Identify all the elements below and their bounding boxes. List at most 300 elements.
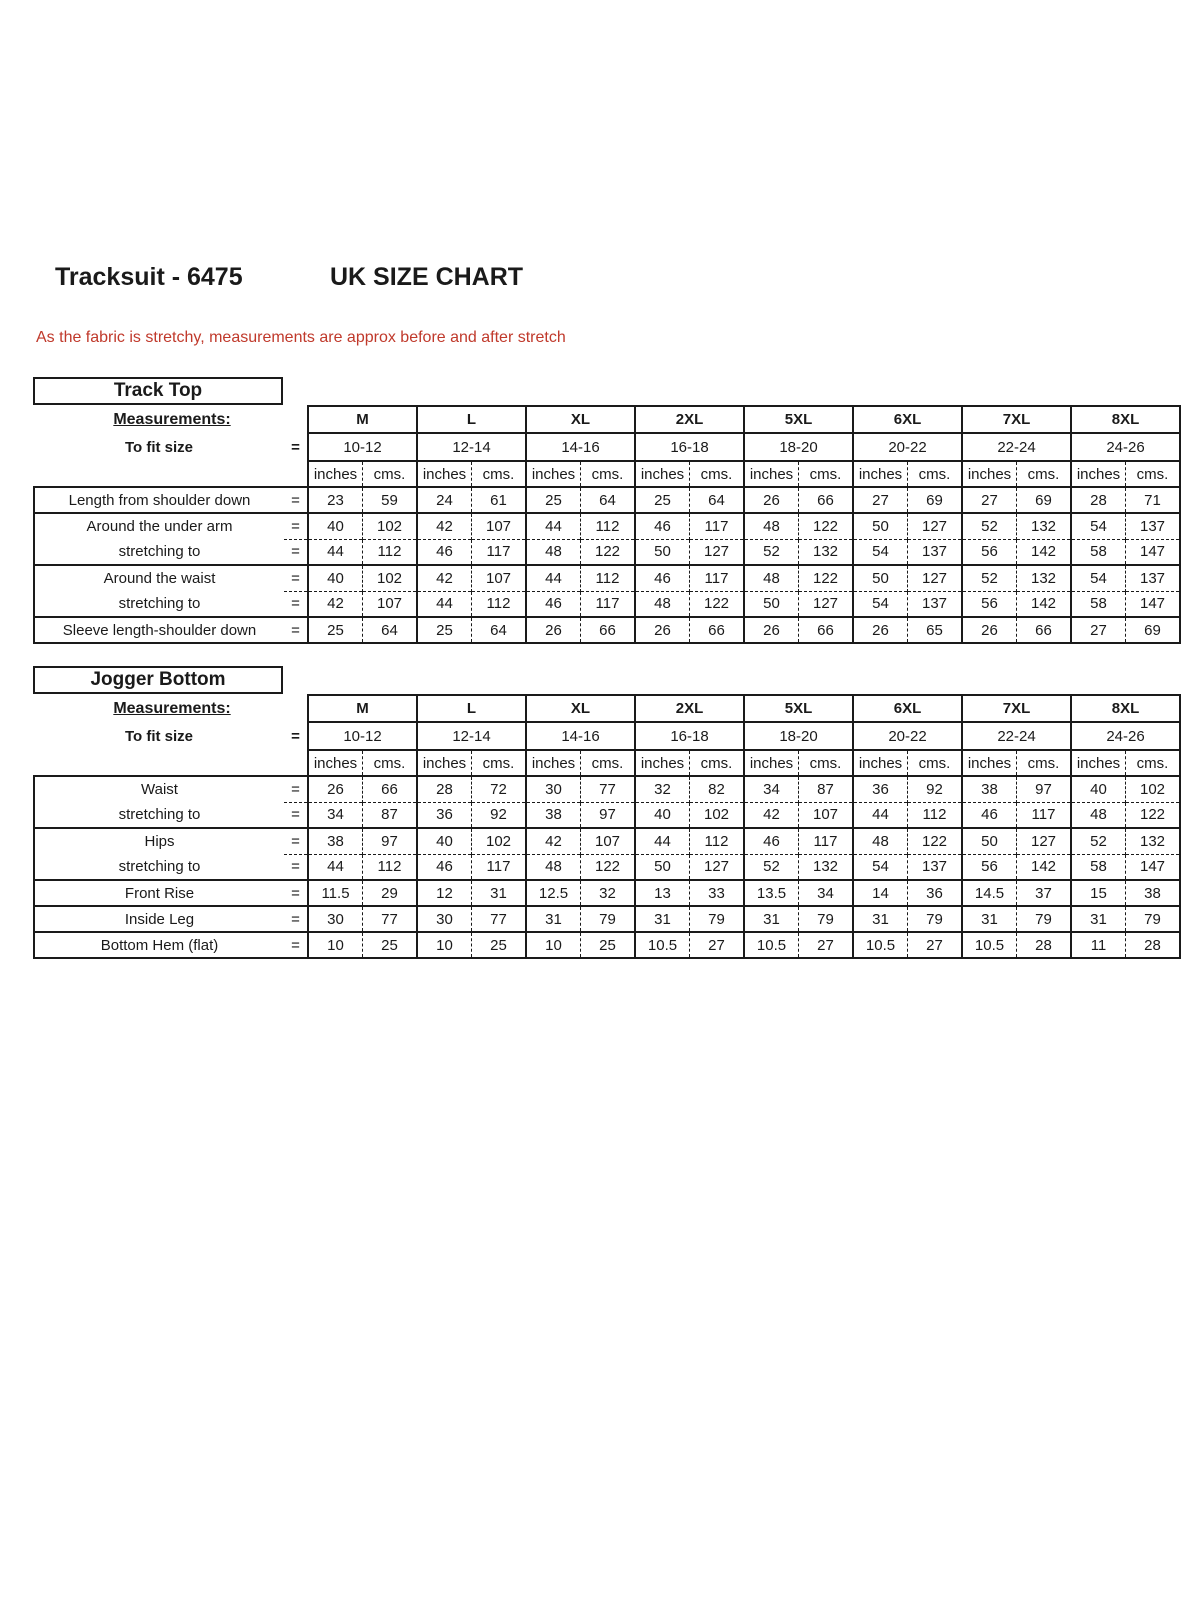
row-equals: = — [284, 776, 308, 802]
cms-value-cell: 69 — [1126, 617, 1181, 643]
inches-value-cell: 26 — [744, 487, 799, 513]
cms-value-cell: 107 — [799, 802, 854, 828]
inches-value-cell: 48 — [526, 539, 581, 565]
table-row — [34, 487, 1180, 513]
inches-value-cell: 31 — [962, 906, 1017, 932]
cms-value-cell: 122 — [908, 828, 963, 854]
cms-value-cell: 117 — [472, 854, 527, 880]
cms-value-cell: 122 — [581, 854, 636, 880]
inches-value-cell: 40 — [308, 565, 363, 591]
inches-value-cell: 52 — [1071, 828, 1126, 854]
inches-value-cell: 54 — [1071, 565, 1126, 591]
cms-unit-cell: cms. — [472, 750, 527, 776]
inches-value-cell: 40 — [1071, 776, 1126, 802]
inches-value-cell: 50 — [744, 591, 799, 617]
cms-unit-cell: cms. — [1017, 750, 1072, 776]
inches-value-cell: 44 — [308, 539, 363, 565]
inches-unit-cell: inches — [417, 750, 472, 776]
inches-value-cell: 14 — [853, 880, 908, 906]
row-equals: = — [284, 880, 308, 906]
inches-value-cell: 13.5 — [744, 880, 799, 906]
cms-unit-cell: cms. — [1017, 461, 1072, 487]
inches-unit-cell: inches — [635, 750, 690, 776]
size-name-cell: XL — [526, 695, 635, 722]
cms-value-cell: 112 — [581, 565, 636, 591]
fit-size-cell: 14-16 — [526, 722, 635, 750]
cms-value-cell: 66 — [799, 617, 854, 643]
inches-unit-cell: inches — [635, 461, 690, 487]
cms-value-cell: 122 — [799, 513, 854, 539]
table-row — [34, 854, 1180, 880]
measurement-row-label: stretching to — [34, 802, 284, 828]
cms-value-cell: 117 — [690, 513, 745, 539]
inches-value-cell: 48 — [635, 591, 690, 617]
inches-value-cell: 26 — [853, 617, 908, 643]
table-row — [34, 591, 1180, 617]
cms-value-cell: 127 — [908, 513, 963, 539]
inches-value-cell: 46 — [417, 539, 472, 565]
table-row — [34, 880, 1180, 906]
cms-value-cell: 64 — [581, 487, 636, 513]
cms-value-cell: 127 — [690, 539, 745, 565]
fit-size-cell: 12-14 — [417, 722, 526, 750]
cms-value-cell: 69 — [1017, 487, 1072, 513]
inches-value-cell: 11 — [1071, 932, 1126, 958]
cms-value-cell: 92 — [908, 776, 963, 802]
inches-value-cell: 52 — [962, 565, 1017, 591]
fit-size-cell: 14-16 — [526, 433, 635, 461]
measurements-label: Measurements: — [113, 410, 231, 428]
cms-unit-cell: cms. — [581, 461, 636, 487]
inches-value-cell: 36 — [417, 802, 472, 828]
row-equals: = — [284, 539, 308, 565]
fit-size-cell: 20-22 — [853, 433, 962, 461]
inches-value-cell: 12.5 — [526, 880, 581, 906]
inches-value-cell: 50 — [853, 513, 908, 539]
inches-value-cell: 15 — [1071, 880, 1126, 906]
size-name-cell: 2XL — [635, 695, 744, 722]
row-equals: = — [284, 932, 308, 958]
inches-value-cell: 25 — [635, 487, 690, 513]
fit-size-cell: 12-14 — [417, 433, 526, 461]
inches-unit-cell: inches — [526, 461, 581, 487]
table-row — [34, 617, 1180, 643]
inches-value-cell: 46 — [962, 802, 1017, 828]
inches-value-cell: 25 — [308, 617, 363, 643]
cms-value-cell: 66 — [581, 617, 636, 643]
cms-value-cell: 122 — [581, 539, 636, 565]
inches-value-cell: 48 — [1071, 802, 1126, 828]
cms-value-cell: 71 — [1126, 487, 1181, 513]
table-row — [34, 539, 1180, 565]
size-name-cell: M — [308, 406, 417, 433]
cms-value-cell: 122 — [799, 565, 854, 591]
inches-unit-cell: inches — [1071, 750, 1126, 776]
cms-value-cell: 122 — [690, 591, 745, 617]
to-fit-size-equals: = — [291, 727, 300, 745]
inches-value-cell: 42 — [417, 513, 472, 539]
jogger-bottom-section-title — [33, 666, 283, 694]
measurement-row-label: Inside Leg — [34, 906, 284, 932]
inches-value-cell: 52 — [744, 539, 799, 565]
inches-unit-cell: inches — [853, 461, 908, 487]
cms-value-cell: 92 — [472, 802, 527, 828]
track-top-section-title — [33, 377, 283, 405]
fit-size-cell: 10-12 — [308, 433, 417, 461]
inches-value-cell: 54 — [853, 854, 908, 880]
cms-value-cell: 117 — [690, 565, 745, 591]
cms-unit-cell: cms. — [581, 750, 636, 776]
cms-value-cell: 117 — [472, 539, 527, 565]
cms-value-cell: 102 — [1126, 776, 1181, 802]
inches-value-cell: 31 — [1071, 906, 1126, 932]
cms-value-cell: 66 — [799, 487, 854, 513]
track-top-table — [33, 405, 1181, 644]
size-name-cell: 6XL — [853, 406, 962, 433]
cms-value-cell: 38 — [1126, 880, 1181, 906]
fit-size-cell: 16-18 — [635, 722, 744, 750]
inches-value-cell: 54 — [1071, 513, 1126, 539]
inches-value-cell: 40 — [635, 802, 690, 828]
inches-value-cell: 50 — [853, 565, 908, 591]
cms-value-cell: 97 — [581, 802, 636, 828]
table-row — [34, 513, 1180, 539]
cms-value-cell: 79 — [1017, 906, 1072, 932]
measurement-row-label: stretching to — [34, 591, 284, 617]
cms-unit-cell: cms. — [363, 750, 418, 776]
fit-size-cell: 20-22 — [853, 722, 962, 750]
inches-unit-cell: inches — [744, 750, 799, 776]
cms-value-cell: 102 — [363, 513, 418, 539]
jogger-bottom-table — [33, 694, 1181, 959]
inches-unit-cell: inches — [962, 750, 1017, 776]
inches-value-cell: 50 — [962, 828, 1017, 854]
cms-unit-cell: cms. — [690, 461, 745, 487]
cms-value-cell: 137 — [908, 539, 963, 565]
row-equals: = — [284, 802, 308, 828]
table-row — [34, 828, 1180, 854]
inches-value-cell: 38 — [962, 776, 1017, 802]
size-name-cell: XL — [526, 406, 635, 433]
row-equals: = — [284, 487, 308, 513]
to-fit-size-label: To fit size — [124, 727, 194, 745]
cms-unit-cell: cms. — [690, 750, 745, 776]
cms-value-cell: 28 — [1017, 932, 1072, 958]
cms-unit-cell: cms. — [1126, 750, 1181, 776]
inches-value-cell: 28 — [417, 776, 472, 802]
cms-value-cell: 132 — [799, 854, 854, 880]
inches-value-cell: 10 — [526, 932, 581, 958]
cms-value-cell: 77 — [472, 906, 527, 932]
page-subtitle: UK SIZE CHART — [330, 263, 524, 291]
cms-value-cell: 142 — [1017, 591, 1072, 617]
cms-unit-cell: cms. — [799, 750, 854, 776]
cms-value-cell: 34 — [799, 880, 854, 906]
measurement-row-label: Around the under arm — [34, 513, 284, 539]
size-name-cell: L — [417, 695, 526, 722]
cms-unit-cell: cms. — [363, 461, 418, 487]
inches-value-cell: 52 — [744, 854, 799, 880]
cms-value-cell: 102 — [690, 802, 745, 828]
inches-value-cell: 12 — [417, 880, 472, 906]
track-top-section-label: Track Top — [113, 380, 203, 401]
cms-value-cell: 122 — [1126, 802, 1181, 828]
inches-value-cell: 48 — [744, 513, 799, 539]
inches-value-cell: 44 — [417, 591, 472, 617]
inches-value-cell: 42 — [417, 565, 472, 591]
fit-size-cell: 18-20 — [744, 433, 853, 461]
inches-value-cell: 38 — [308, 828, 363, 854]
inches-value-cell: 30 — [308, 906, 363, 932]
row-equals: = — [284, 617, 308, 643]
cms-value-cell: 27 — [908, 932, 963, 958]
row-equals: = — [284, 591, 308, 617]
cms-value-cell: 127 — [908, 565, 963, 591]
size-name-cell: M — [308, 695, 417, 722]
cms-value-cell: 33 — [690, 880, 745, 906]
cms-value-cell: 66 — [1017, 617, 1072, 643]
inches-value-cell: 48 — [853, 828, 908, 854]
inches-unit-cell: inches — [308, 750, 363, 776]
inches-value-cell: 54 — [853, 591, 908, 617]
inches-unit-cell: inches — [526, 750, 581, 776]
cms-value-cell: 112 — [472, 591, 527, 617]
cms-value-cell: 132 — [1017, 513, 1072, 539]
fit-size-cell: 22-24 — [962, 433, 1071, 461]
inches-value-cell: 46 — [744, 828, 799, 854]
cms-value-cell: 59 — [363, 487, 418, 513]
inches-value-cell: 26 — [635, 617, 690, 643]
inches-value-cell: 44 — [635, 828, 690, 854]
size-table — [33, 405, 1181, 644]
inches-value-cell: 14.5 — [962, 880, 1017, 906]
inches-value-cell: 23 — [308, 487, 363, 513]
table-row — [34, 906, 1180, 932]
row-equals: = — [284, 854, 308, 880]
size-table — [33, 694, 1181, 959]
table-row — [34, 565, 1180, 591]
inches-value-cell: 10.5 — [635, 932, 690, 958]
measurement-row-label: stretching to — [34, 539, 284, 565]
inches-value-cell: 42 — [308, 591, 363, 617]
cms-value-cell: 137 — [1126, 513, 1181, 539]
inches-value-cell: 10.5 — [853, 932, 908, 958]
size-name-cell: 8XL — [1071, 406, 1180, 433]
measurement-row-label: Front Rise — [34, 880, 284, 906]
cms-value-cell: 137 — [1126, 565, 1181, 591]
measurement-row-label: Sleeve length-shoulder down — [34, 617, 284, 643]
cms-value-cell: 25 — [472, 932, 527, 958]
cms-value-cell: 132 — [1017, 565, 1072, 591]
inches-value-cell: 56 — [962, 539, 1017, 565]
inches-value-cell: 44 — [526, 565, 581, 591]
inches-value-cell: 40 — [417, 828, 472, 854]
inches-value-cell: 42 — [526, 828, 581, 854]
fit-size-cell: 24-26 — [1071, 433, 1180, 461]
fit-size-cell: 16-18 — [635, 433, 744, 461]
inches-unit-cell: inches — [1071, 461, 1126, 487]
inches-value-cell: 31 — [526, 906, 581, 932]
inches-value-cell: 46 — [417, 854, 472, 880]
cms-value-cell: 102 — [363, 565, 418, 591]
cms-value-cell: 25 — [581, 932, 636, 958]
cms-value-cell: 69 — [908, 487, 963, 513]
size-name-cell: L — [417, 406, 526, 433]
jogger-bottom-section-label: Jogger Bottom — [90, 669, 226, 690]
inches-value-cell: 52 — [962, 513, 1017, 539]
cms-value-cell: 72 — [472, 776, 527, 802]
cms-value-cell: 61 — [472, 487, 527, 513]
inches-value-cell: 48 — [744, 565, 799, 591]
cms-unit-cell: cms. — [908, 750, 963, 776]
inches-value-cell: 10.5 — [962, 932, 1017, 958]
measurement-row-label: Waist — [34, 776, 284, 802]
inches-value-cell: 31 — [635, 906, 690, 932]
cms-value-cell: 132 — [1126, 828, 1181, 854]
inches-value-cell: 48 — [526, 854, 581, 880]
inches-value-cell: 10 — [417, 932, 472, 958]
inches-value-cell: 31 — [744, 906, 799, 932]
table-row — [34, 776, 1180, 802]
inches-value-cell: 50 — [635, 854, 690, 880]
row-equals: = — [284, 565, 308, 591]
cms-unit-cell: cms. — [799, 461, 854, 487]
table-row — [34, 932, 1180, 958]
page-title: Tracksuit - 6475 — [55, 263, 243, 291]
cms-value-cell: 127 — [690, 854, 745, 880]
cms-value-cell: 112 — [363, 539, 418, 565]
inches-value-cell: 28 — [1071, 487, 1126, 513]
inches-value-cell: 44 — [526, 513, 581, 539]
inches-value-cell: 46 — [526, 591, 581, 617]
inches-value-cell: 26 — [962, 617, 1017, 643]
cms-value-cell: 79 — [581, 906, 636, 932]
inches-value-cell: 10.5 — [744, 932, 799, 958]
cms-unit-cell: cms. — [908, 461, 963, 487]
cms-value-cell: 142 — [1017, 539, 1072, 565]
cms-value-cell: 127 — [799, 591, 854, 617]
table-row — [34, 802, 1180, 828]
inches-value-cell: 26 — [526, 617, 581, 643]
cms-value-cell: 82 — [690, 776, 745, 802]
cms-value-cell: 97 — [363, 828, 418, 854]
cms-value-cell: 66 — [690, 617, 745, 643]
inches-unit-cell: inches — [308, 461, 363, 487]
cms-value-cell: 27 — [799, 932, 854, 958]
cms-value-cell: 25 — [363, 932, 418, 958]
cms-value-cell: 64 — [472, 617, 527, 643]
inches-value-cell: 13 — [635, 880, 690, 906]
units-header-spacer — [34, 461, 308, 487]
cms-value-cell: 142 — [1017, 854, 1072, 880]
size-name-cell: 5XL — [744, 695, 853, 722]
inches-value-cell: 36 — [853, 776, 908, 802]
inches-value-cell: 26 — [744, 617, 799, 643]
cms-value-cell: 117 — [581, 591, 636, 617]
inches-value-cell: 58 — [1071, 591, 1126, 617]
inches-value-cell: 34 — [744, 776, 799, 802]
cms-value-cell: 64 — [690, 487, 745, 513]
to-fit-size-equals: = — [291, 438, 300, 456]
inches-value-cell: 26 — [308, 776, 363, 802]
inches-value-cell: 44 — [853, 802, 908, 828]
cms-value-cell: 137 — [908, 591, 963, 617]
row-equals: = — [284, 906, 308, 932]
cms-value-cell: 87 — [363, 802, 418, 828]
inches-unit-cell: inches — [962, 461, 1017, 487]
size-name-cell: 8XL — [1071, 695, 1180, 722]
cms-value-cell: 107 — [472, 565, 527, 591]
fit-size-cell: 10-12 — [308, 722, 417, 750]
cms-value-cell: 147 — [1126, 854, 1181, 880]
inches-value-cell: 30 — [526, 776, 581, 802]
size-name-cell: 7XL — [962, 695, 1071, 722]
size-name-cell: 6XL — [853, 695, 962, 722]
cms-value-cell: 27 — [690, 932, 745, 958]
cms-value-cell: 79 — [690, 906, 745, 932]
inches-value-cell: 10 — [308, 932, 363, 958]
inches-value-cell: 56 — [962, 591, 1017, 617]
cms-value-cell: 147 — [1126, 539, 1181, 565]
to-fit-size-label: To fit size — [124, 438, 194, 456]
inches-value-cell: 58 — [1071, 854, 1126, 880]
cms-value-cell: 112 — [690, 828, 745, 854]
cms-unit-cell: cms. — [472, 461, 527, 487]
fit-size-cell: 18-20 — [744, 722, 853, 750]
cms-value-cell: 77 — [581, 776, 636, 802]
inches-value-cell: 27 — [1071, 617, 1126, 643]
measurement-row-label: Length from shoulder down — [34, 487, 284, 513]
cms-value-cell: 127 — [1017, 828, 1072, 854]
cms-unit-cell: cms. — [1126, 461, 1181, 487]
inches-value-cell: 58 — [1071, 539, 1126, 565]
inches-value-cell: 46 — [635, 513, 690, 539]
inches-value-cell: 24 — [417, 487, 472, 513]
cms-value-cell: 102 — [472, 828, 527, 854]
cms-value-cell: 87 — [799, 776, 854, 802]
cms-value-cell: 132 — [799, 539, 854, 565]
inches-value-cell: 32 — [635, 776, 690, 802]
cms-value-cell: 64 — [363, 617, 418, 643]
size-name-cell: 7XL — [962, 406, 1071, 433]
inches-value-cell: 38 — [526, 802, 581, 828]
cms-value-cell: 36 — [908, 880, 963, 906]
cms-value-cell: 28 — [1126, 932, 1181, 958]
inches-value-cell: 34 — [308, 802, 363, 828]
cms-value-cell: 137 — [908, 854, 963, 880]
measurement-row-label: Hips — [34, 828, 284, 854]
cms-value-cell: 117 — [1017, 802, 1072, 828]
cms-value-cell: 79 — [799, 906, 854, 932]
cms-value-cell: 32 — [581, 880, 636, 906]
inches-unit-cell: inches — [853, 750, 908, 776]
inches-value-cell: 50 — [635, 539, 690, 565]
cms-value-cell: 107 — [363, 591, 418, 617]
inches-value-cell: 27 — [853, 487, 908, 513]
inches-value-cell: 54 — [853, 539, 908, 565]
measurements-label: Measurements: — [113, 699, 231, 717]
inches-value-cell: 40 — [308, 513, 363, 539]
inches-value-cell: 56 — [962, 854, 1017, 880]
inches-value-cell: 25 — [526, 487, 581, 513]
stretch-note: As the fabric is stretchy, measurements are approx before and after stretch — [36, 329, 566, 346]
fit-size-cell: 24-26 — [1071, 722, 1180, 750]
cms-value-cell: 79 — [908, 906, 963, 932]
inches-unit-cell: inches — [744, 461, 799, 487]
measurement-row-label: Around the waist — [34, 565, 284, 591]
cms-value-cell: 107 — [581, 828, 636, 854]
size-name-cell: 2XL — [635, 406, 744, 433]
